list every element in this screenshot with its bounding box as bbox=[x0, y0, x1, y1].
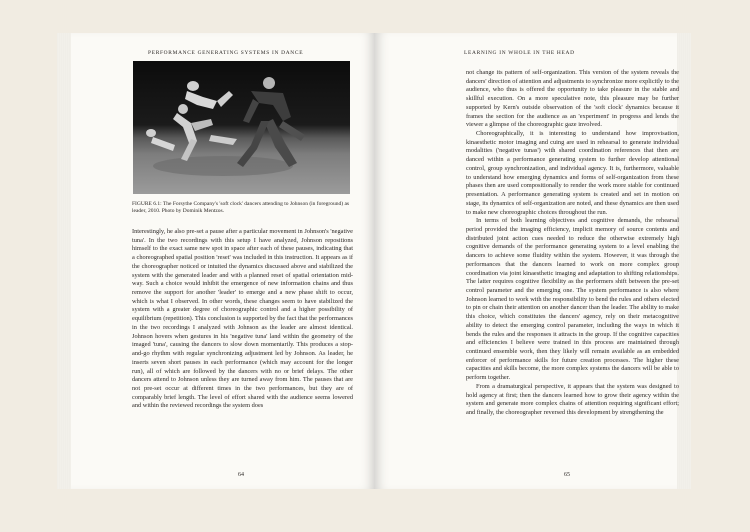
left-page bbox=[57, 33, 375, 489]
dance-photo bbox=[133, 61, 350, 194]
page-number: 64 bbox=[238, 472, 244, 478]
running-head: LEARNING IN WHOLE IN THE HEAD bbox=[464, 50, 575, 56]
page-number: 65 bbox=[564, 472, 570, 478]
dancers-figure bbox=[133, 61, 350, 194]
page-edge bbox=[57, 33, 71, 489]
open-book bbox=[57, 33, 691, 489]
page-edge bbox=[677, 33, 691, 489]
right-page bbox=[375, 33, 691, 489]
paragraph: Choreographically, it is interesting to understand how improvisation, kinaesthetic motor imaging and cuing are used in rehearsal to generate individual modalities ('negative tunas') with shared coordination references that then are danced within a performance generating system to further develop attentional control, group synchronization, and individual agency. It is, furthermore, valuable to understand how emerging dynamics and forms of self-organization from these phases then are used compositionally to render the work more stable for continued presentation. A performance generating system is created and set in motion on stage, its dynamics of self-organization are noted, and these dynamics are then used to make new choreographic choices throughout the run. bbox=[466, 130, 679, 216]
paragraph: In terms of both learning objectives and cognitive demands, the rehearsal period provided the imaging efficiency, implicit memory of source contents and distributed joint action cues needed to reduce the otherwise extremely high cognitive demands of the performance generating system to a level enabling the dancers to achieve some fluidity within the system. However, it was through the performances that the dancers learned to work on more complex group coordination via joint kinaesthetic imaging and adaptation to shifting relationships. The latter requires cognitive flexibility as the performers shift between the pre-set control parameter and the emerging one. The system performance is also where Johnson learned to work with the responsibility to bend the rules and others elected to pin or chain their attention on another dancer than the leader. The ability to make this choice, which constitutes the dancers' agency, rely on their metacognitive ability to detect the emerging control parameter, including the ways in which it bends the rules and the responses it attracts in the group. If the cognitive capacities and efficiencies I believe were trained in this process are maintained through continued ensemble work, then they likely will remain available as an embedded enforcer of performance skills for future creation processes. The higher these capacities and skills become, the more complex systems the dancers will be able to perform together. bbox=[466, 217, 679, 382]
body-text bbox=[466, 69, 679, 418]
paragraph: From a dramaturgical perspective, it appears that the system was designed to hold agency at first; then the dancers learned how to grow their agency within the system and generate more complex chains of attention requiring significant effort; and finally, the choreographer reversed this development by strengthening the bbox=[466, 382, 679, 417]
figure-caption: FIGURE 6.1: The Forsythe Company's 'soft clock' dancers attending to Johnson (in foreground) as leader, 2010. Photo by Dominik Mentzos. bbox=[132, 201, 350, 215]
paragraph: Interestingly, he also pre-set a pause after a particular movement in Johnson's 'negative tuna'. In the two recordings with this setup I have analyzed, Johnson repositions himself to the exact same new spot in space after each of these pauses, indicating that a choreographed spatial position 'reset' was included in this instruction. It appears as if the choreographer noticed or intuited the dynamics discussed above and stabilized the system with the generated leader and with a planned reset of spatial orientation mid-way. Such a choice would inhibit the emergence of new information chains and thus remove the support for another 'leader' to emerge and a new phase shift to occur, which is what I observed. In other words, these changes seem to have stabilized the system with a greater degree of choreographic control and a higher possibility of equilibrium (repetition). This conclusion is supported by the fact that the performances in the two recordings I analyzed with Johnson as the leader are almost identical. Johnson hovers when gestures in his 'negative tuna' land within the geometry of the imaged 'tuna', causing the dancers to slow down momentarily. This produces a stop-and-go rhythm with regular synchronizing adjustment led by Johnson. As leader, he inserts seven short pauses in each performance (which may account for the longer run), all of which are followed by the dancers with no or brief delays. The other dancers attend to Johnson unless they are turned away from him. The pauses that are not pre-set occur at different times in the two performances, but they are of comparably brief length. The level of effort shared with the audience seems lowered and within the reviewed recordings the system does bbox=[132, 228, 353, 410]
paragraph: not change its pattern of self-organization. This version of the system reveals the dancers' direction of attention and adjustments to synchronize more explicitly to the audience, who thus is offered the opportunity to take pleasure in the stable and skillful execution. On a more speculative note, this pleasure may be further supported by Kern's outside observation of the 'soft clock' dynamics because it frames the section for the audience as an 'experiment' in progress and lends the viewer a glimpse of the choreographic gaze involved. bbox=[466, 69, 679, 129]
running-head: PERFORMANCE GENERATING SYSTEMS IN DANCE bbox=[148, 50, 304, 56]
body-text bbox=[132, 228, 353, 411]
